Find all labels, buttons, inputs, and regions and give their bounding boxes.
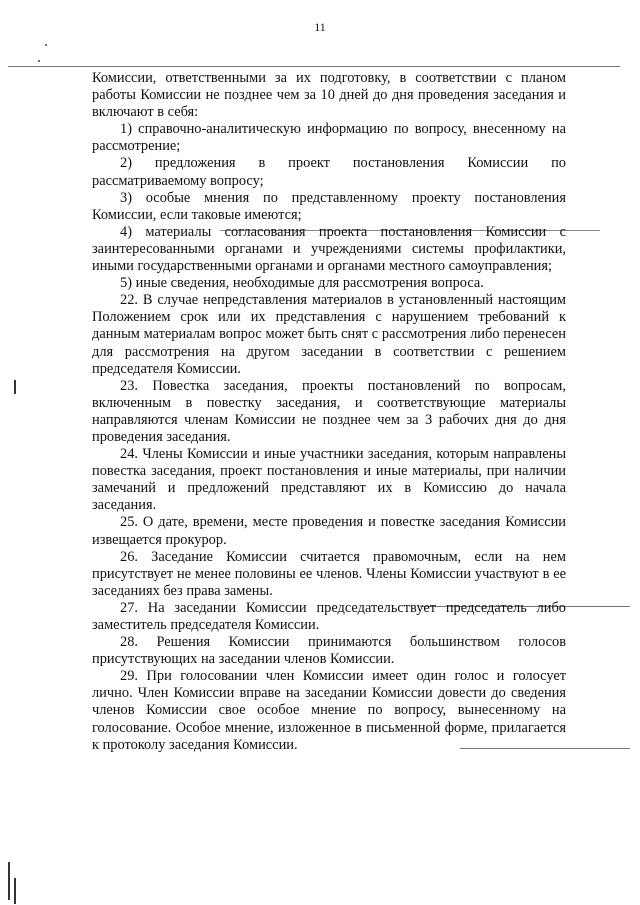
clause-27: 27. На заседании Комиссии председательствует председатель либо заместитель председателя Комиссии.	[92, 599, 566, 633]
scan-margin-mark	[8, 862, 10, 900]
document-body	[92, 70, 566, 754]
list-item: 1) справочно-аналитическую информацию по вопросу, внесенному на рассмотрение;	[92, 121, 566, 155]
clause-29: 29. При голосовании член Комиссии имеет один голос и голосует лично. Член Комиссии вправе на заседании Комиссии довести до сведения членов Комиссии свое особое мнение по вопросу, вынесенному на голосование. Особое мнение, изложенное в письменной форме, прилагается к протоколу заседания Комиссии.	[92, 668, 566, 753]
scan-margin-mark	[14, 878, 16, 904]
paragraph: Комиссии, ответственными за их подготовку, в соответствии с планом работы Комиссии не позднее чем за 10 дней до дня проведения заседания и включают в себя:	[92, 70, 566, 121]
scan-speck	[38, 60, 40, 62]
clause-26: 26. Заседание Комиссии считается правомочным, если на нем присутствует не менее половины ее членов. Члены Комиссии участвуют в ее заседаниях без права замены.	[92, 548, 566, 599]
clause-28: 28. Решения Комиссии принимаются большинством голосов присутствующих на заседании членов Комиссии.	[92, 634, 566, 668]
list-item: 4) материалы согласования проекта постановления Комиссии с заинтересованными органами и учреждениями системы профилактики, иными государственными органами и органами местного самоуправления;	[92, 223, 566, 275]
page-number: 11	[314, 20, 326, 34]
list-item: 5) иные сведения, необходимые для рассмотрения вопроса.	[120, 275, 484, 292]
clause-25: 25. О дате, времени, месте проведения и повестке заседания Комиссии извещается прокурор.	[92, 514, 566, 548]
clause-23: 23. Повестка заседания, проекты постановлений по вопросам, включенным в повестку заседания, и соответствующие материалы направляются членам Комиссии не позднее чем за 3 рабочих дня до дня проведения заседания.	[92, 377, 566, 445]
scan-margin-mark	[14, 380, 16, 394]
scan-line-top	[8, 66, 620, 67]
clause-22: 22. В случае непредставления материалов в установленный настоящим Положением срок или их представления с нарушением требований к данным материалам вопрос может быть снят с рассмотрения либо перенесен для рассмотрения на другом заседании в соответствии с решением председателя Комиссии.	[92, 292, 566, 377]
list-item: 3) особые мнения по представленному проекту постановления Комиссии, если таковые имеются;	[92, 189, 566, 223]
clause-24: 24. Члены Комиссии и иные участники заседания, которым направлены повестка заседания, проект постановления и иные материалы, при наличии замечаний и предложений представляют их в Комиссию до начала заседания.	[92, 446, 566, 514]
list-item: 2) предложения в проект постановления Комиссии по рассматриваемому вопросу;	[92, 155, 566, 189]
scan-speck	[45, 44, 47, 46]
